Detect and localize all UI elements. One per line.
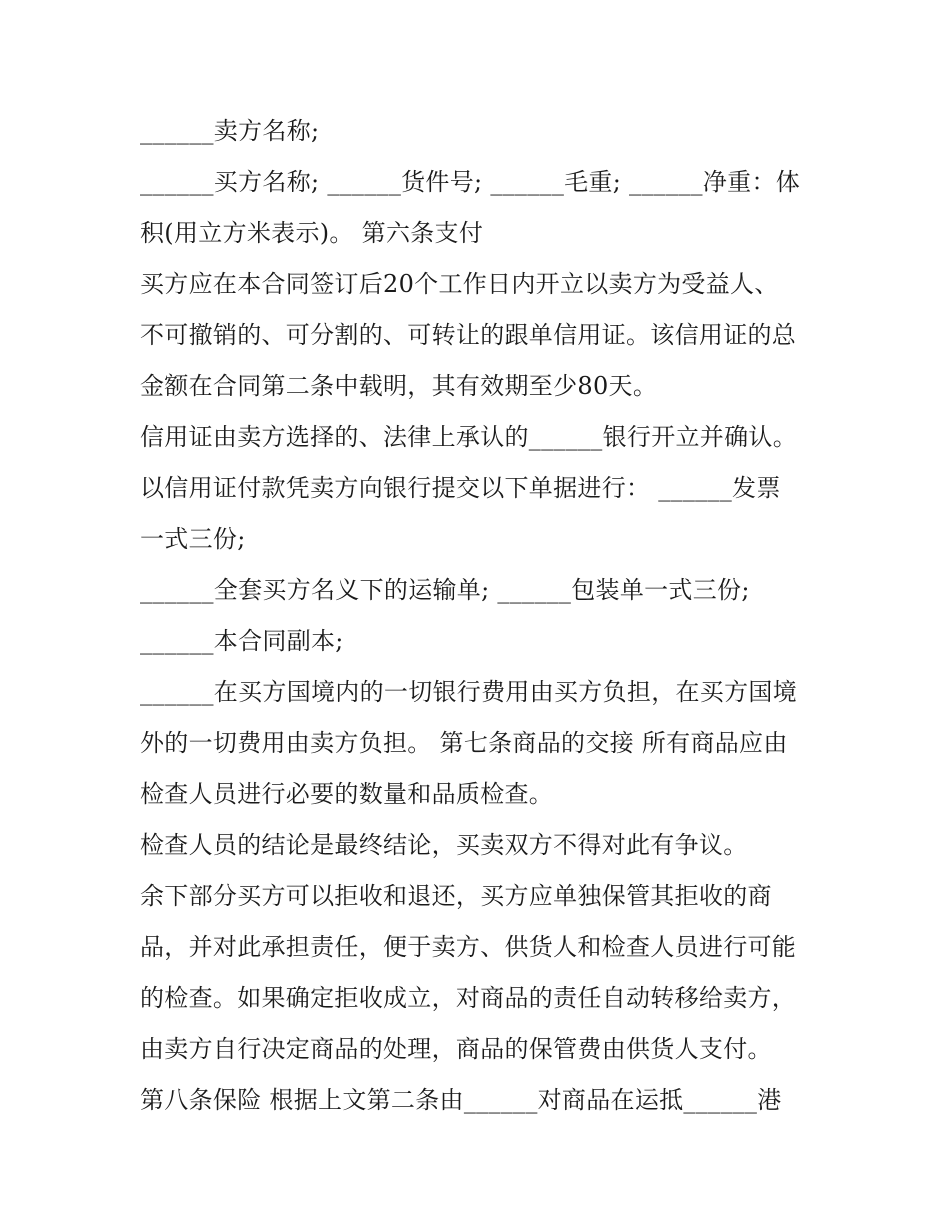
text-line: ______卖方名称; <box>140 117 320 145</box>
text-line: 积(用立方米表示)。 第六条支付 <box>140 219 484 247</box>
text-line: 信用证由卖方选择的、法律上承认的______银行开立并确认。 <box>140 423 797 451</box>
text-line: 外的一切费用由卖方负担。 第七条商品的交接 所有商品应由 <box>140 729 788 757</box>
text-line: 检查人员的结论是最终结论，买卖双方不得对此有争议。 <box>140 831 748 859</box>
document-page <box>140 106 820 1126</box>
text-line: 不可撤销的、可分割的、可转让的跟单信用证。该信用证的总 <box>140 321 797 349</box>
text-line: 品，并对此承担责任，便于卖方、供货人和检查人员进行可能 <box>140 933 797 961</box>
text-line: 一式三份; <box>140 525 246 553</box>
text-line: 余下部分买方可以拒收和退还，买方应单独保管其拒收的商 <box>140 882 772 910</box>
text-line: ______买方名称; ______货件号; ______毛重; ______净重：体 <box>140 168 801 196</box>
text-line: 买方应在本合同签订后20个工作日内开立以卖方为受益人、 <box>140 270 779 298</box>
text-line: ______在买方国境内的一切银行费用由买方负担，在买方国境 <box>140 678 797 706</box>
text-line: ______本合同副本; <box>140 627 344 655</box>
text-line: ______全套买方名义下的运输单; ______包装单一式三份; <box>140 576 750 604</box>
text-line: 的检查。如果确定拒收成立，对商品的责任自动转移给卖方， <box>140 984 797 1012</box>
text-line: 以信用证付款凭卖方向银行提交以下单据进行： ______发票 <box>140 474 781 502</box>
text-line: 第八条保险 根据上文第二条由______对商品在运抵______港 <box>140 1086 782 1114</box>
text-line: 金额在合同第二条中载明，其有效期至少80天。 <box>140 372 658 400</box>
text-line: 检查人员进行必要的数量和品质检查。 <box>140 780 554 808</box>
text-line: 由卖方自行决定商品的处理，商品的保管费由供货人支付。 <box>140 1035 772 1063</box>
